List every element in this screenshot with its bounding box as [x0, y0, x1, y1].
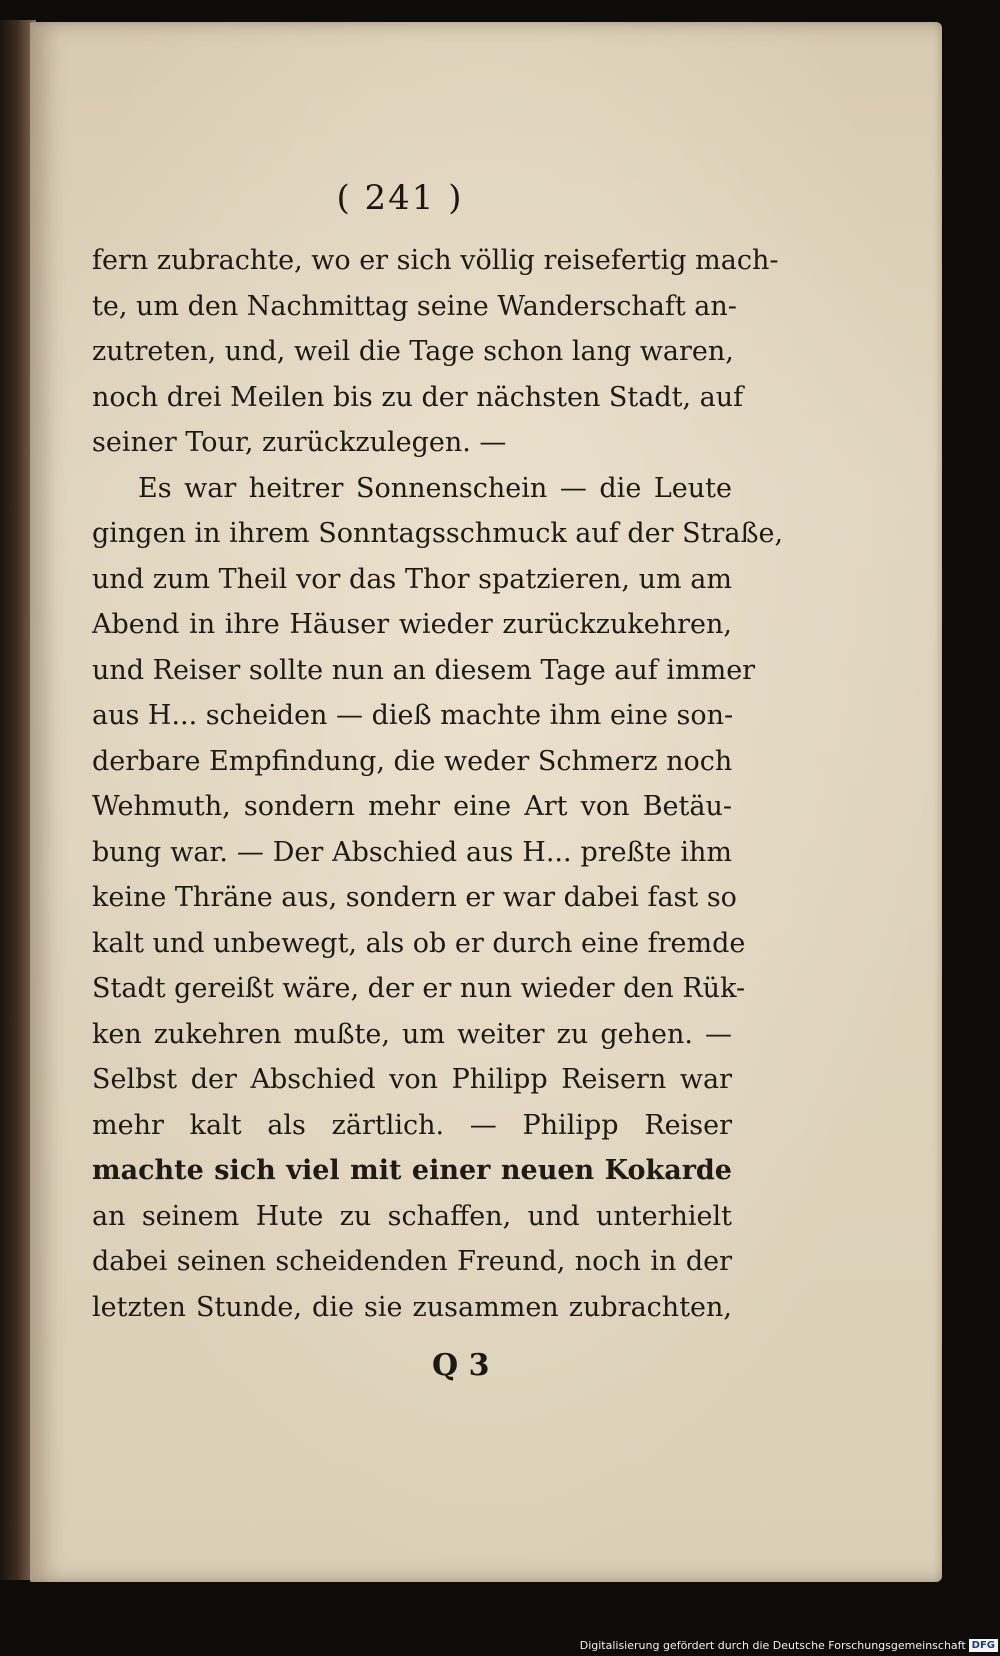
credit-text: Digitalisierung gefördert durch die Deutsche Forschungsgemeinschaft — [579, 1639, 966, 1652]
text-line: an seinem Hute zu schaffen, und unterhielt — [92, 1200, 732, 1232]
text-line: derbare Empfindung, die weder Schmerz noch — [92, 745, 733, 777]
text-line: Stadt gereißt wäre, der er nun wieder den Rük- — [92, 973, 746, 1004]
digitization-credit — [580, 1639, 998, 1652]
text-line: zutreten, und, weil die Tage schon lang waren, — [92, 336, 734, 367]
text-line: fern zubrachte, wo er sich völlig reisefertig mach- — [92, 245, 779, 276]
dfg-logo: DFG — [969, 1639, 998, 1652]
text-line: Abend in ihre Häuser wieder zurückzukehren, — [92, 609, 732, 640]
text-line: letzten Stunde, die sie zusammen zubrachten, — [92, 1291, 732, 1323]
text-line: gingen in ihrem Sonntagsschmuck auf der Straße, — [92, 518, 784, 549]
text-line: und Reiser sollte nun an diesem Tage auf immer — [92, 654, 756, 686]
text-line: bung war. — Der Abschied aus H... preßte ihm — [92, 836, 732, 868]
page-body — [92, 238, 784, 1330]
text-line: ken zukehren mußte, um weiter zu gehen. — — [92, 1018, 732, 1050]
text-line: seiner Tour, zurückzulegen. — — [92, 427, 507, 458]
signature-mark: Q 3 — [432, 1348, 490, 1383]
text-line: noch drei Meilen bis zu der nächsten Stadt, auf — [92, 381, 744, 413]
text-line: keine Thräne aus, sondern er war dabei fast so — [92, 882, 737, 913]
text-line: kalt und unbewegt, als ob er durch eine fremde — [92, 927, 746, 959]
text-line: dabei seinen scheidenden Freund, noch in der — [92, 1246, 732, 1277]
text-line: machte sich viel mit einer neuen Kokarde — [92, 1155, 732, 1186]
text-line: aus H... scheiden — dieß machte ihm eine son- — [92, 700, 734, 731]
text-line: Wehmuth, sondern mehr eine Art von Betäu- — [92, 791, 732, 822]
text-line: mehr kalt als zärtlich. — Philipp Reiser — [92, 1109, 732, 1141]
text-line: Es war heitrer Sonnenschein — die Leute — [138, 472, 732, 504]
text-line: Selbst der Abschied von Philipp Reisern war — [92, 1064, 732, 1095]
text-line: te, um den Nachmittag seine Wanderschaft an- — [92, 290, 737, 322]
page-number-header: ( 241 ) — [336, 178, 464, 218]
text-line: und zum Theil vor das Thor spatzieren, um am — [92, 563, 732, 595]
